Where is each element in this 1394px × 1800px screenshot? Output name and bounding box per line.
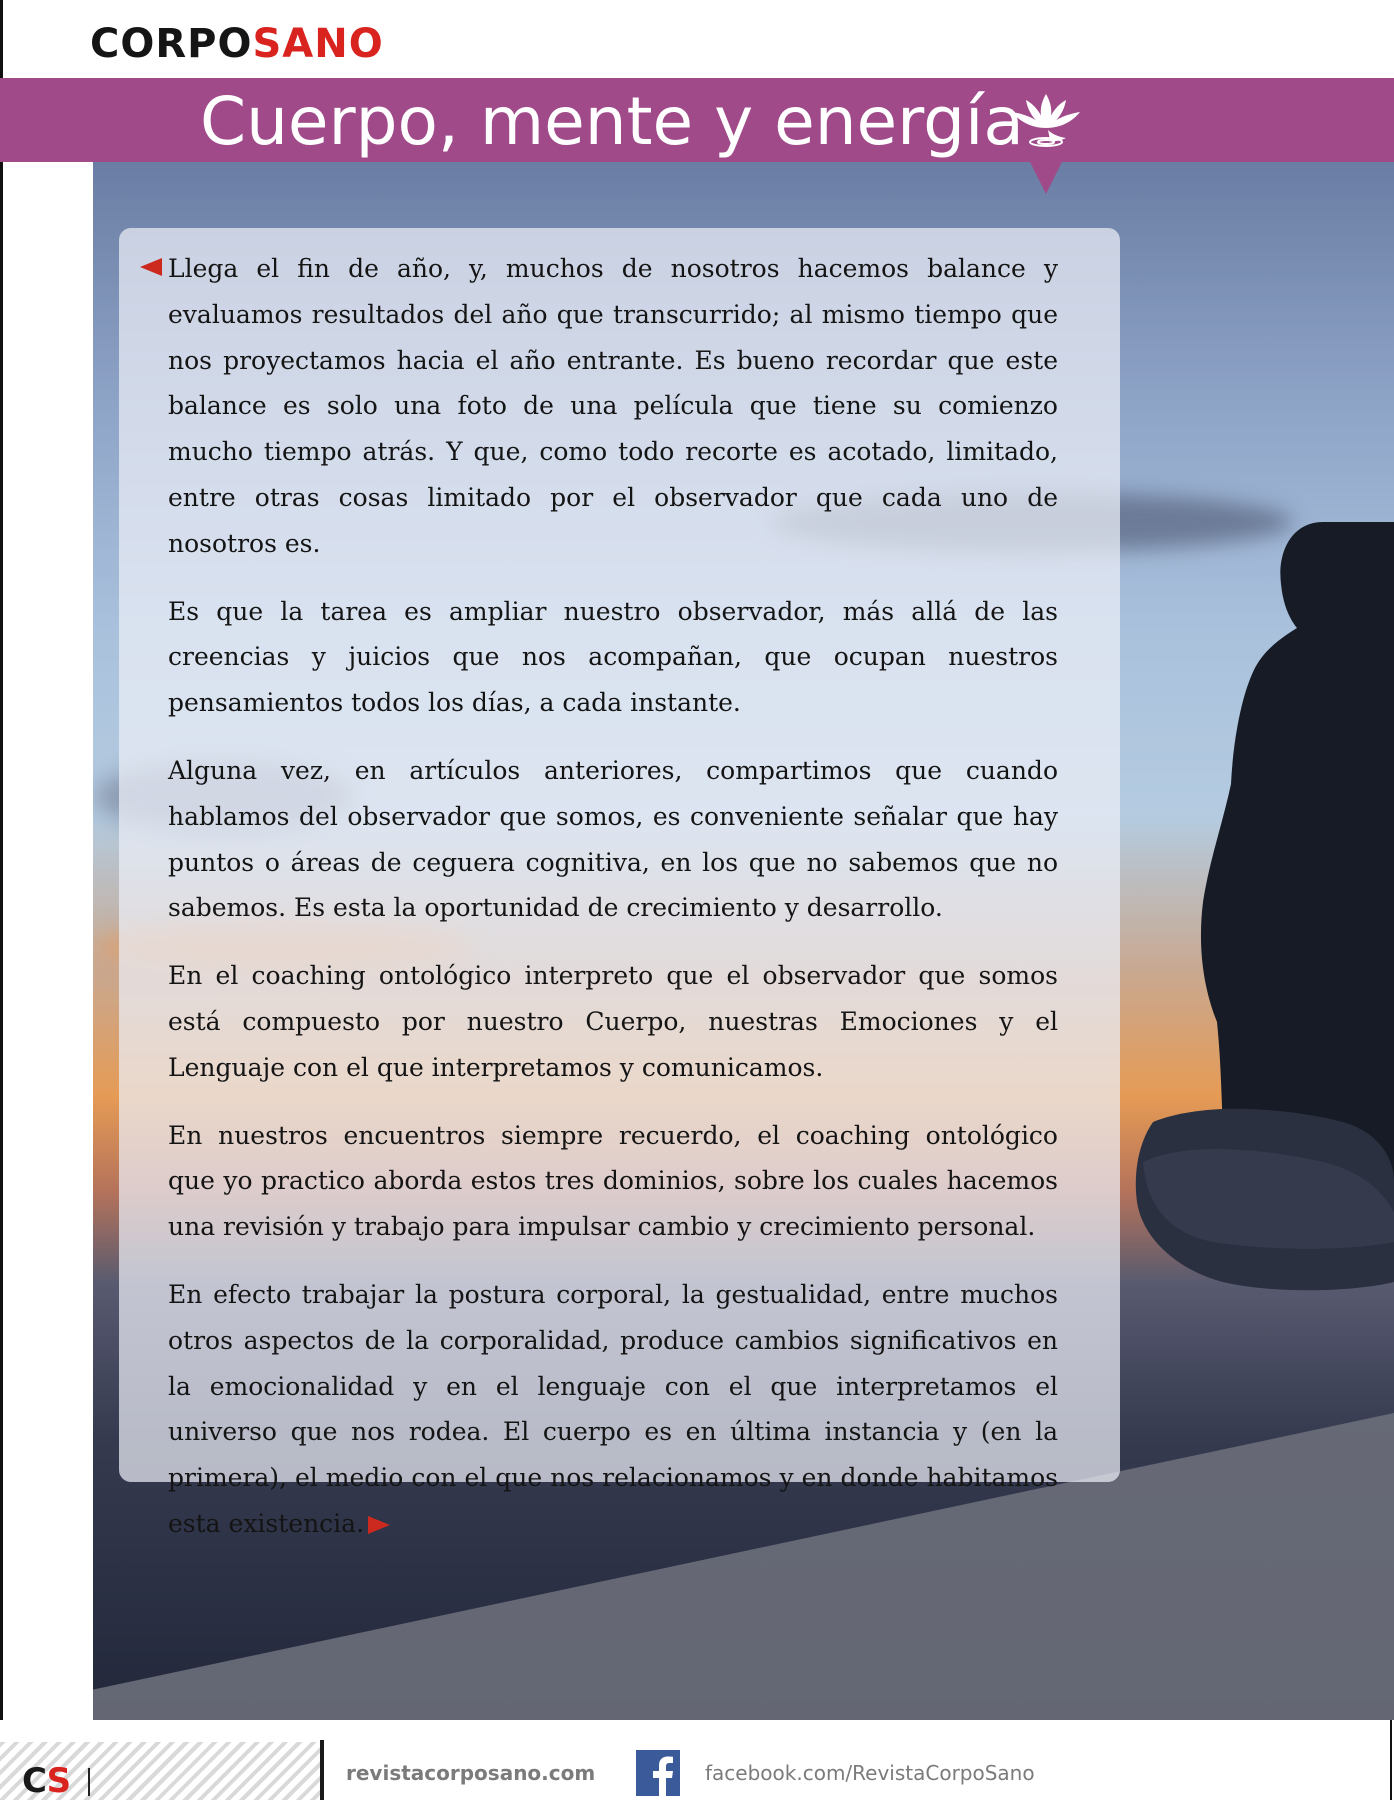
- section-title: Cuerpo, mente y energía: [200, 83, 1024, 160]
- article-paragraph: En nuestros encuentros siempre recuerdo, el coaching ontológico que yo practico aborda estos tres dominios, sobre los cuales hacemos una revisión y trabajo para impulsar cambio y crecimiento personal.: [168, 1120, 1058, 1242]
- article-text-box: [119, 228, 1120, 1538]
- article-end-arrow-icon: [368, 1516, 390, 1534]
- page-footer: [0, 1720, 1394, 1800]
- facebook-icon[interactable]: [636, 1750, 680, 1796]
- article-paragraph-last: [168, 1272, 1058, 1547]
- meditating-person-silhouette: [1113, 522, 1394, 1522]
- right-border: [1390, 1720, 1392, 1800]
- article-paragraph: En el coaching ontológico interpreto que el observador que somos está compuesto por nuestro Cuerpo, nuestras Emociones y el Lenguaje con el que interpretamos y comunicamos.: [168, 961, 1058, 1082]
- article-paragraph: Llega el fin de año, y, muchos de nosotros hacemos balance y evaluamos resultados del año que transcurrido; al mismo tiempo que nos proyectamos hacia el año entrante. Es bueno recordar que este balance es solo una foto de una película que tiene su comienzo mucho tiempo atrás. Y que, como todo recorte es acotado, limitado, entre otras cosas limitado por el observador que cada uno de nosotros es.: [168, 254, 1058, 558]
- logo-corpo: CORPO: [90, 21, 253, 67]
- lotus-icon: [1008, 88, 1084, 154]
- article-paragraph-text: En efecto trabajar la postura corporal, la gestualidad, entre muchos otros aspectos de la corporalidad, produce cambios significativos en la emocionalidad y en el lenguaje con el que interpretamos el universo que nos rodea. El cuerpo es en última instancia y (en la primera), el medio con el que nos relacionamos y en donde habitamos esta existencia.: [168, 1279, 1058, 1538]
- facebook-link[interactable]: facebook.com/RevistaCorpoSano: [705, 1761, 1035, 1785]
- cs-badge-logo: CS: [22, 1761, 71, 1800]
- left-border: [0, 0, 3, 1800]
- banner-pointer: [1030, 162, 1062, 194]
- magazine-logo[interactable]: [90, 22, 384, 66]
- article-start-arrow-icon: [140, 258, 162, 276]
- article-paragraph: Es que la tarea es ampliar nuestro observador, más allá de las creencias y juicios que nos acompañan, que ocupan nuestros pensamientos todos los días, a cada instante.: [168, 596, 1058, 718]
- badge-divider: [88, 1768, 90, 1796]
- footer-divider: [320, 1740, 324, 1800]
- website-link[interactable]: revistacorposano.com: [346, 1761, 596, 1785]
- article-paragraph: Alguna vez, en artículos anteriores, compartimos que cuando hablamos del observador que somos, es conveniente señalar que hay puntos o áreas de ceguera cognitiva, en los que no sabemos que no sabemos. Es esta la oportunidad de crecimiento y desarrollo.: [168, 755, 1058, 923]
- logo-sano: SANO: [252, 21, 384, 67]
